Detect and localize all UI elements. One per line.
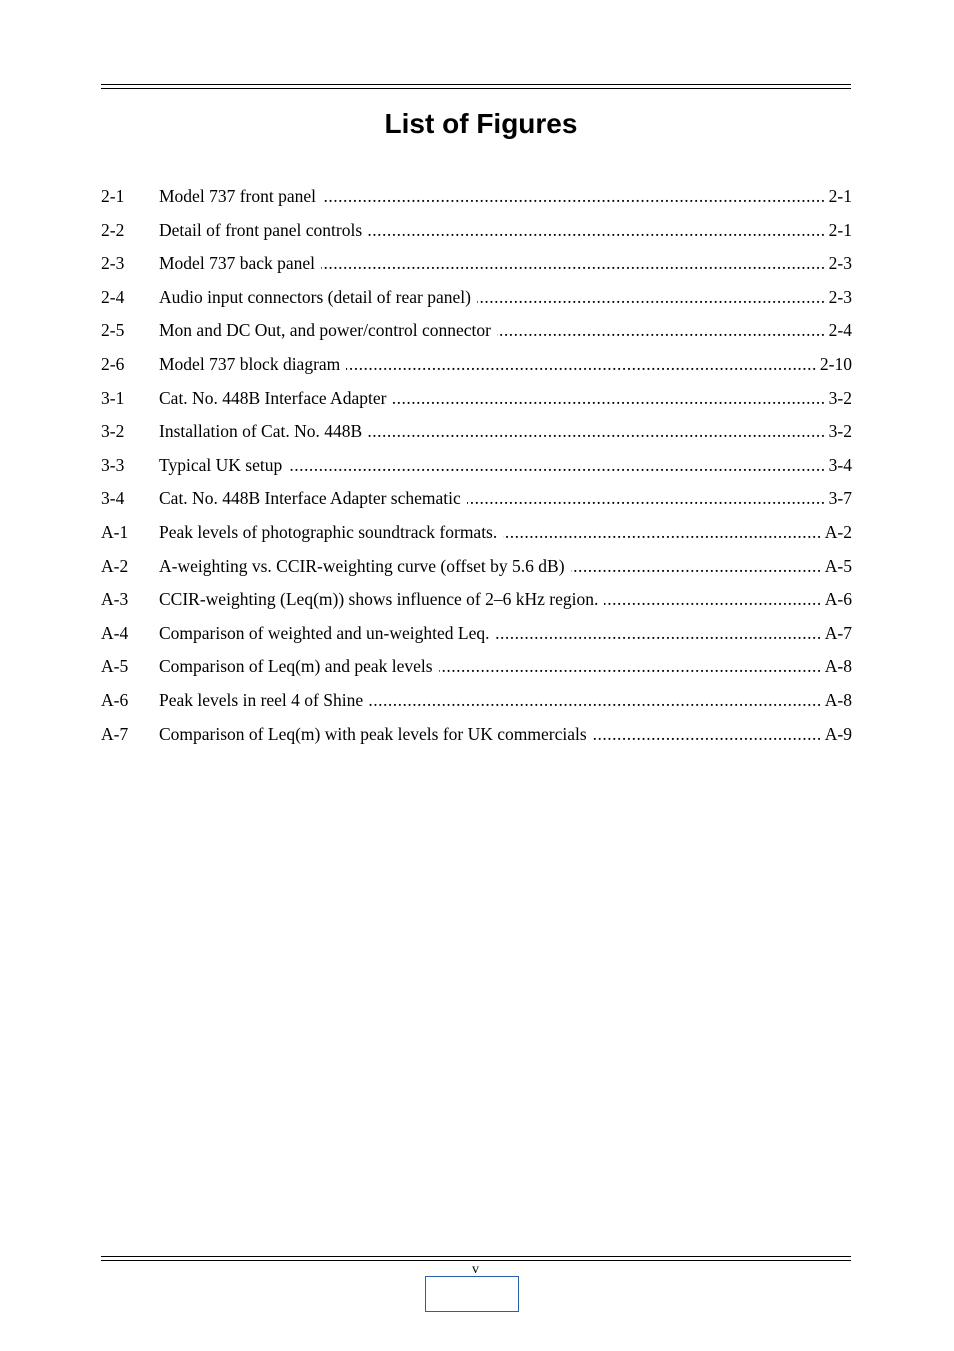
page-reference: A-9 bbox=[824, 723, 852, 744]
figure-number: 2-2 bbox=[101, 219, 125, 240]
list-item[interactable] bbox=[101, 620, 852, 654]
list-item[interactable] bbox=[101, 250, 852, 284]
list-item[interactable] bbox=[101, 183, 852, 217]
figure-caption: Comparison of Leq(m) and peak levels bbox=[159, 656, 433, 677]
figure-caption: Comparison of Leq(m) with peak levels for UK commercials bbox=[159, 723, 587, 744]
footer-rule-bottom bbox=[101, 1260, 851, 1261]
page-reference: A-6 bbox=[824, 589, 852, 610]
figure-number: 3-2 bbox=[101, 421, 125, 442]
dot-leader bbox=[346, 351, 817, 377]
figure-caption: Cat. No. 448B Interface Adapter schematic bbox=[159, 488, 461, 509]
figure-caption: Detail of front panel controls bbox=[159, 219, 363, 240]
page-number: v bbox=[472, 1263, 479, 1275]
page-reference: 3-2 bbox=[828, 387, 852, 408]
list-item[interactable] bbox=[101, 284, 852, 318]
page-reference: 2-4 bbox=[828, 320, 852, 341]
dot-leader bbox=[288, 452, 825, 478]
page-reference: A-8 bbox=[824, 689, 852, 710]
figure-number: 3-4 bbox=[101, 488, 125, 509]
list-item[interactable] bbox=[101, 519, 852, 553]
figure-number: 2-6 bbox=[101, 353, 125, 374]
page-reference: 3-2 bbox=[828, 421, 852, 442]
figure-caption: Mon and DC Out, and power/control connector bbox=[159, 320, 491, 341]
figure-caption: A-weighting vs. CCIR-weighting curve (offset by 5.6 dB) bbox=[159, 555, 565, 576]
list-item[interactable] bbox=[101, 385, 852, 419]
figure-number: 3-1 bbox=[101, 387, 125, 408]
figure-number: 3-3 bbox=[101, 454, 125, 475]
figure-number: A-3 bbox=[101, 589, 129, 610]
footer-rule-top bbox=[101, 1256, 851, 1257]
figure-number: A-6 bbox=[101, 689, 129, 710]
link-annotation-box[interactable] bbox=[425, 1276, 519, 1312]
figure-caption: Installation of Cat. No. 448B bbox=[159, 421, 363, 442]
figure-number: A-4 bbox=[101, 622, 129, 643]
figure-number: 2-5 bbox=[101, 320, 125, 341]
dot-leader bbox=[368, 217, 826, 243]
figure-caption: Model 737 back panel bbox=[159, 253, 315, 274]
figure-number: A-1 bbox=[101, 521, 129, 542]
dot-leader bbox=[477, 284, 826, 310]
page-reference: A-8 bbox=[824, 656, 852, 677]
dot-leader bbox=[392, 385, 825, 411]
dot-leader bbox=[503, 519, 822, 545]
page-reference: 2-3 bbox=[828, 286, 852, 307]
dot-leader bbox=[368, 418, 825, 444]
figure-number: A-2 bbox=[101, 555, 129, 576]
page-reference: 3-7 bbox=[828, 488, 852, 509]
figure-number: 2-1 bbox=[101, 186, 125, 206]
figure-caption: Peak levels in reel 4 of Shine bbox=[159, 689, 364, 710]
figure-number: A-5 bbox=[101, 656, 129, 677]
figure-caption: Comparison of weighted and un-weighted Leq. bbox=[159, 622, 490, 643]
list-item[interactable] bbox=[101, 485, 852, 519]
dot-leader bbox=[571, 553, 822, 579]
page-reference: A-7 bbox=[824, 622, 852, 643]
page-title: List of Figures bbox=[384, 108, 578, 139]
dot-leader bbox=[467, 485, 826, 511]
page-reference: 2-1 bbox=[828, 219, 852, 240]
list-item[interactable] bbox=[101, 217, 852, 251]
dot-leader bbox=[369, 687, 822, 713]
page-reference: 3-4 bbox=[828, 454, 852, 475]
page-reference: 2-1 bbox=[828, 186, 852, 206]
dot-leader bbox=[495, 620, 821, 646]
figure-caption: Audio input connectors (detail of rear panel) bbox=[159, 286, 471, 307]
list-item[interactable] bbox=[101, 418, 852, 452]
dot-leader bbox=[321, 250, 826, 276]
list-item[interactable] bbox=[101, 687, 852, 721]
list-item[interactable] bbox=[101, 721, 852, 755]
dot-leader bbox=[497, 317, 826, 343]
list-item[interactable] bbox=[101, 317, 852, 351]
list-item[interactable] bbox=[101, 351, 852, 385]
dot-leader bbox=[604, 586, 821, 612]
figure-caption: Model 737 block diagram bbox=[159, 353, 341, 374]
figure-caption: Peak levels of photographic soundtrack formats. bbox=[159, 521, 498, 542]
list-item[interactable] bbox=[101, 452, 852, 486]
page-reference: 2-10 bbox=[819, 353, 852, 374]
figure-list bbox=[101, 183, 852, 754]
figure-caption: Cat. No. 448B Interface Adapter bbox=[159, 387, 387, 408]
figure-caption: CCIR-weighting (Leq(m)) shows influence of 2–6 kHz region. bbox=[159, 589, 599, 610]
figure-number: 2-3 bbox=[101, 253, 125, 274]
page-reference: A-2 bbox=[824, 521, 852, 542]
figure-caption: Typical UK setup bbox=[159, 454, 283, 475]
header-rule-top bbox=[101, 84, 851, 85]
list-item[interactable] bbox=[101, 653, 852, 687]
dot-leader bbox=[593, 721, 822, 747]
list-item[interactable] bbox=[101, 586, 852, 620]
figure-caption: Model 737 front panel bbox=[159, 186, 316, 206]
figure-number: 2-4 bbox=[101, 286, 125, 307]
header-rule-bottom bbox=[101, 88, 851, 89]
page-reference: A-5 bbox=[824, 555, 852, 576]
dot-leader bbox=[439, 653, 822, 679]
page-reference: 2-3 bbox=[828, 253, 852, 274]
list-item[interactable] bbox=[101, 553, 852, 587]
figure-number: A-7 bbox=[101, 723, 129, 744]
dot-leader bbox=[322, 183, 826, 209]
